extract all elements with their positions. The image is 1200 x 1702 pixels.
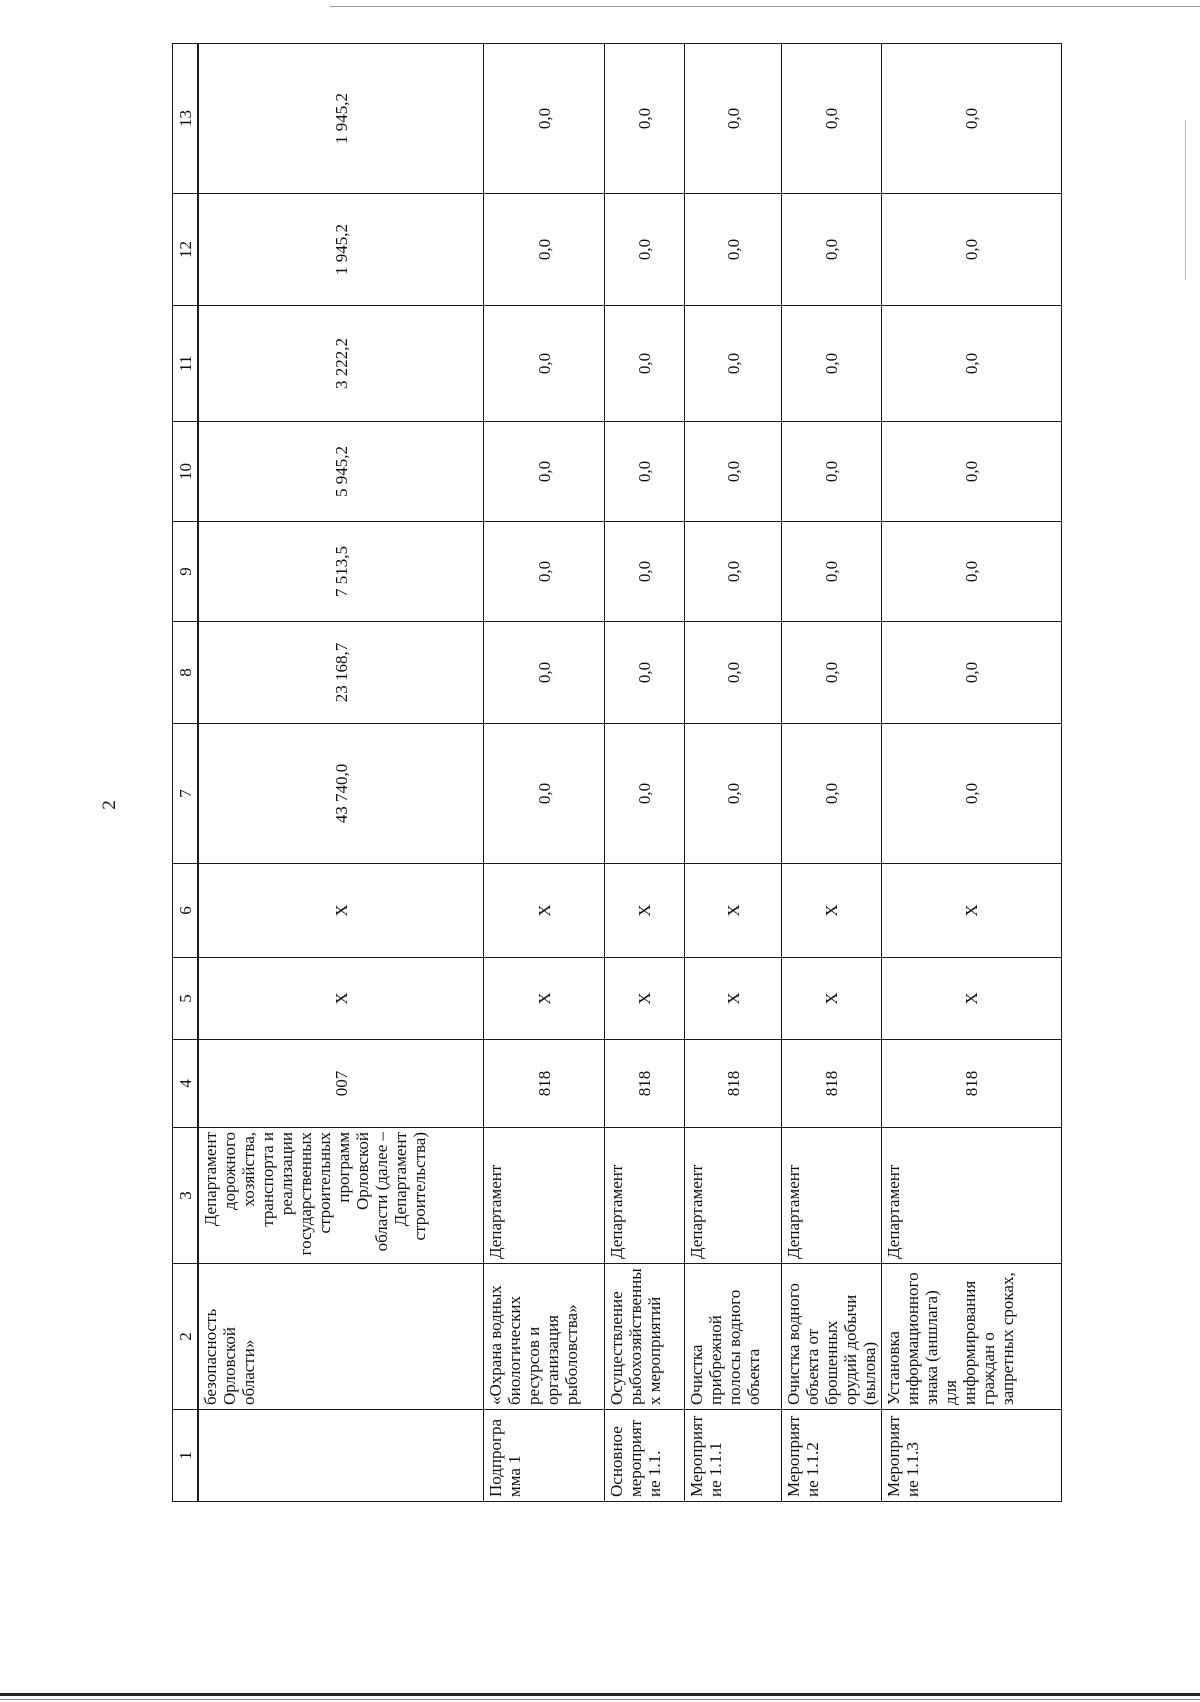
value-cell: 0,0 <box>782 422 882 522</box>
value-cell: 0,0 <box>685 194 782 306</box>
table-row-activity <box>782 44 882 1502</box>
mark-cell: Х <box>484 958 605 1040</box>
mark-cell: Х <box>605 958 685 1040</box>
row-number-cell: Мероприятие 1.1.3 <box>882 1410 1062 1502</box>
value-cell: 0,0 <box>605 194 685 306</box>
value-cell: 43 740,0 <box>198 724 484 864</box>
header-cell: 7 <box>173 724 199 864</box>
responsible-cell: Департамент <box>882 1128 1062 1264</box>
row-number-cell: Основное мероприятие 1.1. <box>605 1410 685 1502</box>
value-cell: 0,0 <box>882 194 1062 306</box>
row-title-cell: Очистка прибрежной полосы водного объекта <box>685 1264 782 1410</box>
mark-cell: Х <box>882 864 1062 958</box>
value-cell: 5 945,2 <box>198 422 484 522</box>
code-cell: 818 <box>605 1040 685 1128</box>
responsible-cell: Департамент <box>605 1128 685 1264</box>
value-cell: 0,0 <box>782 44 882 194</box>
code-cell: 007 <box>198 1040 484 1128</box>
header-cell: 10 <box>173 422 199 522</box>
header-cell: 3 <box>173 1128 199 1264</box>
value-cell: 3 222,2 <box>198 306 484 422</box>
mark-cell: Х <box>484 864 605 958</box>
value-cell: 23 168,7 <box>198 622 484 724</box>
mark-cell: Х <box>685 958 782 1040</box>
value-cell: 7 513,5 <box>198 522 484 622</box>
header-cell: 11 <box>173 306 199 422</box>
mark-cell: Х <box>605 864 685 958</box>
table-row-main-activity <box>605 44 685 1502</box>
value-cell: 0,0 <box>782 306 882 422</box>
scan-edge-top <box>330 6 1200 7</box>
value-cell: 0,0 <box>882 44 1062 194</box>
value-cell: 0,0 <box>484 422 605 522</box>
value-cell: 1 945,2 <box>198 194 484 306</box>
mark-cell: Х <box>782 958 882 1040</box>
value-cell: 0,0 <box>484 44 605 194</box>
value-cell: 0,0 <box>484 306 605 422</box>
value-cell: 0,0 <box>685 422 782 522</box>
header-cell: 13 <box>173 44 199 194</box>
table-row-department <box>198 44 484 1502</box>
value-cell: 1 945,2 <box>198 44 484 194</box>
row-title-cell: Очистка водного объекта от брошенных орудий добычи (вылова) <box>782 1264 882 1410</box>
row-number-cell: Мероприятие 1.1.1 <box>685 1410 782 1502</box>
header-cell: 12 <box>173 194 199 306</box>
value-cell: 0,0 <box>882 306 1062 422</box>
value-cell: 0,0 <box>882 522 1062 622</box>
header-row <box>173 44 199 1502</box>
page-number: 2 <box>99 800 120 810</box>
code-cell: 818 <box>882 1040 1062 1128</box>
value-cell: 0,0 <box>782 622 882 724</box>
value-cell: 0,0 <box>882 724 1062 864</box>
mark-cell: Х <box>198 864 484 958</box>
scan-edge-bottom <box>0 1693 1200 1696</box>
value-cell: 0,0 <box>685 724 782 864</box>
rotated-table-container <box>172 44 1200 1502</box>
header-cell: 6 <box>173 864 199 958</box>
row-number-cell: Подпрограмма 1 <box>484 1410 605 1502</box>
value-cell: 0,0 <box>782 724 882 864</box>
header-cell: 4 <box>173 1040 199 1128</box>
table-row-activity <box>882 44 1062 1502</box>
scan-edge-bottom-faint <box>0 1699 1200 1700</box>
table-row-subprogram <box>484 44 605 1502</box>
responsible-cell: Департамент <box>685 1128 782 1264</box>
value-cell: 0,0 <box>484 622 605 724</box>
responsible-cell: Департамент дорожного хозяйства, транспорта и реализации государственных строительных программ Орловской области (далее – Департамент строительства) <box>198 1128 484 1264</box>
value-cell: 0,0 <box>882 622 1062 724</box>
header-cell: 8 <box>173 622 199 724</box>
value-cell: 0,0 <box>605 306 685 422</box>
header-cell: 5 <box>173 958 199 1040</box>
header-cell: 9 <box>173 522 199 622</box>
mark-cell: Х <box>882 958 1062 1040</box>
responsible-cell: Департамент <box>484 1128 605 1264</box>
value-cell: 0,0 <box>882 422 1062 522</box>
row-title-cell: Установка информационного знака (аншлага) для информирования граждан о запретных сроках, <box>882 1264 1062 1410</box>
row-number-cell: Мероприятие 1.1.2 <box>782 1410 882 1502</box>
value-cell: 0,0 <box>685 522 782 622</box>
value-cell: 0,0 <box>605 724 685 864</box>
header-cell: 1 <box>173 1410 199 1502</box>
value-cell: 0,0 <box>782 522 882 622</box>
data-table <box>172 43 1062 1502</box>
value-cell: 0,0 <box>484 194 605 306</box>
row-title-cell: «Охрана водных биологических ресурсов и организация рыболовства» <box>484 1264 605 1410</box>
table-row-activity <box>685 44 782 1502</box>
value-cell: 0,0 <box>685 622 782 724</box>
value-cell: 0,0 <box>484 724 605 864</box>
value-cell: 0,0 <box>605 44 685 194</box>
value-cell: 0,0 <box>605 622 685 724</box>
value-cell: 0,0 <box>605 522 685 622</box>
code-cell: 818 <box>484 1040 605 1128</box>
value-cell: 0,0 <box>484 522 605 622</box>
row-title-cell: Осуществление рыбохозяйственных мероприятий <box>605 1264 685 1410</box>
code-cell: 818 <box>685 1040 782 1128</box>
value-cell: 0,0 <box>782 194 882 306</box>
row-number-cell <box>198 1410 484 1502</box>
responsible-cell: Департамент <box>782 1128 882 1264</box>
value-cell: 0,0 <box>685 306 782 422</box>
mark-cell: Х <box>198 958 484 1040</box>
mark-cell: Х <box>685 864 782 958</box>
mark-cell: Х <box>782 864 882 958</box>
value-cell: 0,0 <box>605 422 685 522</box>
header-cell: 2 <box>173 1264 199 1410</box>
value-cell: 0,0 <box>685 44 782 194</box>
code-cell: 818 <box>782 1040 882 1128</box>
row-title-cell: безопасность Орловской области» <box>198 1264 484 1410</box>
